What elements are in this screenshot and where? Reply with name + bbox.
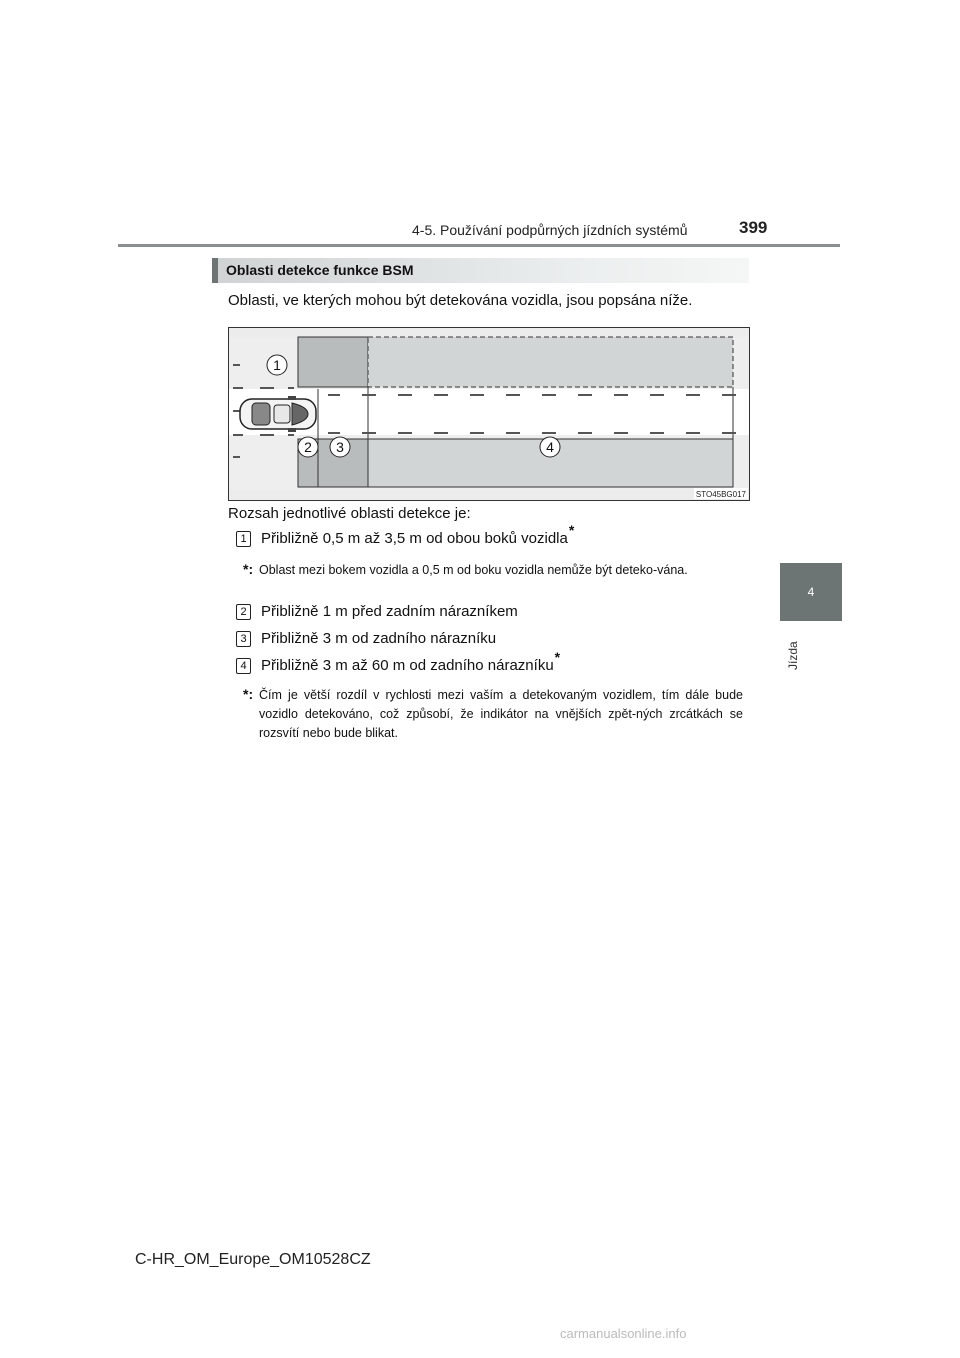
range-intro-text: Rozsah jednotlivé oblasti detekce je: bbox=[228, 505, 471, 522]
footnote-text: Čím je větší rozdíl v rychlosti mezi vaším a detekovaným vozidlem, tím dále bude vozidlo detekováno, což způsobí, že indikátor na vnějších zpět-ných zrcátkách se rozsvítí nebo bude blikat. bbox=[259, 688, 743, 740]
section-heading-accent bbox=[212, 258, 218, 283]
header-rule bbox=[118, 244, 840, 247]
footnote-text: Oblast mezi bokem vozidla a 0,5 m od boku vozidla nemůže být deteko-vána. bbox=[259, 563, 688, 577]
list-item: 4 Přibližně 3 m až 60 m od zadního nárazníku * bbox=[236, 657, 560, 674]
detection-areas-figure bbox=[228, 327, 750, 501]
chapter-tab[interactable] bbox=[780, 563, 842, 621]
callout-1-label: 1 bbox=[273, 357, 281, 373]
item-text: Přibližně 3 m až 60 m od zadního nárazníku bbox=[261, 657, 554, 674]
item-text: Přibližně 1 m před zadním nárazníkem bbox=[261, 603, 518, 620]
footnote-mark: *: bbox=[243, 686, 254, 702]
item-number-badge: 2 bbox=[236, 604, 251, 620]
chapter-tab-number: 4 bbox=[807, 585, 815, 599]
item-text: Přibližně 0,5 m až 3,5 m od obou boků vozidla bbox=[261, 530, 568, 547]
item-number-badge: 3 bbox=[236, 631, 251, 647]
callout-2-label: 2 bbox=[304, 439, 312, 455]
list-item bbox=[236, 603, 518, 620]
footnote bbox=[243, 685, 743, 743]
item-number-badge: 1 bbox=[236, 531, 251, 547]
list-item bbox=[236, 630, 496, 647]
footnote bbox=[243, 560, 743, 580]
item-text: Přibližně 3 m od zadního nárazníku bbox=[261, 630, 497, 647]
watermark-text: carmanualsonline.info bbox=[560, 1326, 687, 1341]
callout-4-label: 4 bbox=[546, 439, 554, 455]
zone-upper-near bbox=[298, 337, 368, 387]
intro-text: Oblasti, ve kterých mohou být detekována vozidla, jsou popsána níže. bbox=[228, 292, 693, 309]
detection-areas-diagram bbox=[228, 327, 750, 501]
document-footer: C-HR_OM_Europe_OM10528CZ bbox=[135, 1251, 371, 1268]
callout-3-label: 3 bbox=[336, 439, 344, 455]
item-number-badge: 4 bbox=[236, 658, 251, 674]
header-section-title: 4-5. Používání podpůrných jízdních systémů bbox=[412, 222, 688, 238]
section-heading bbox=[212, 258, 749, 283]
footnote-mark: *: bbox=[243, 561, 254, 577]
zone-upper-far bbox=[368, 337, 733, 387]
list-item: 1 Přibližně 0,5 m až 3,5 m od obou boků vozidla * bbox=[236, 530, 574, 547]
page-number: 399 bbox=[739, 218, 768, 237]
chapter-label: Jízda bbox=[786, 641, 800, 670]
car-top-view-icon bbox=[240, 396, 316, 432]
section-heading-title: Oblasti detekce funkce BSM bbox=[226, 262, 414, 278]
figure-code: STO45BG017 bbox=[695, 490, 746, 499]
